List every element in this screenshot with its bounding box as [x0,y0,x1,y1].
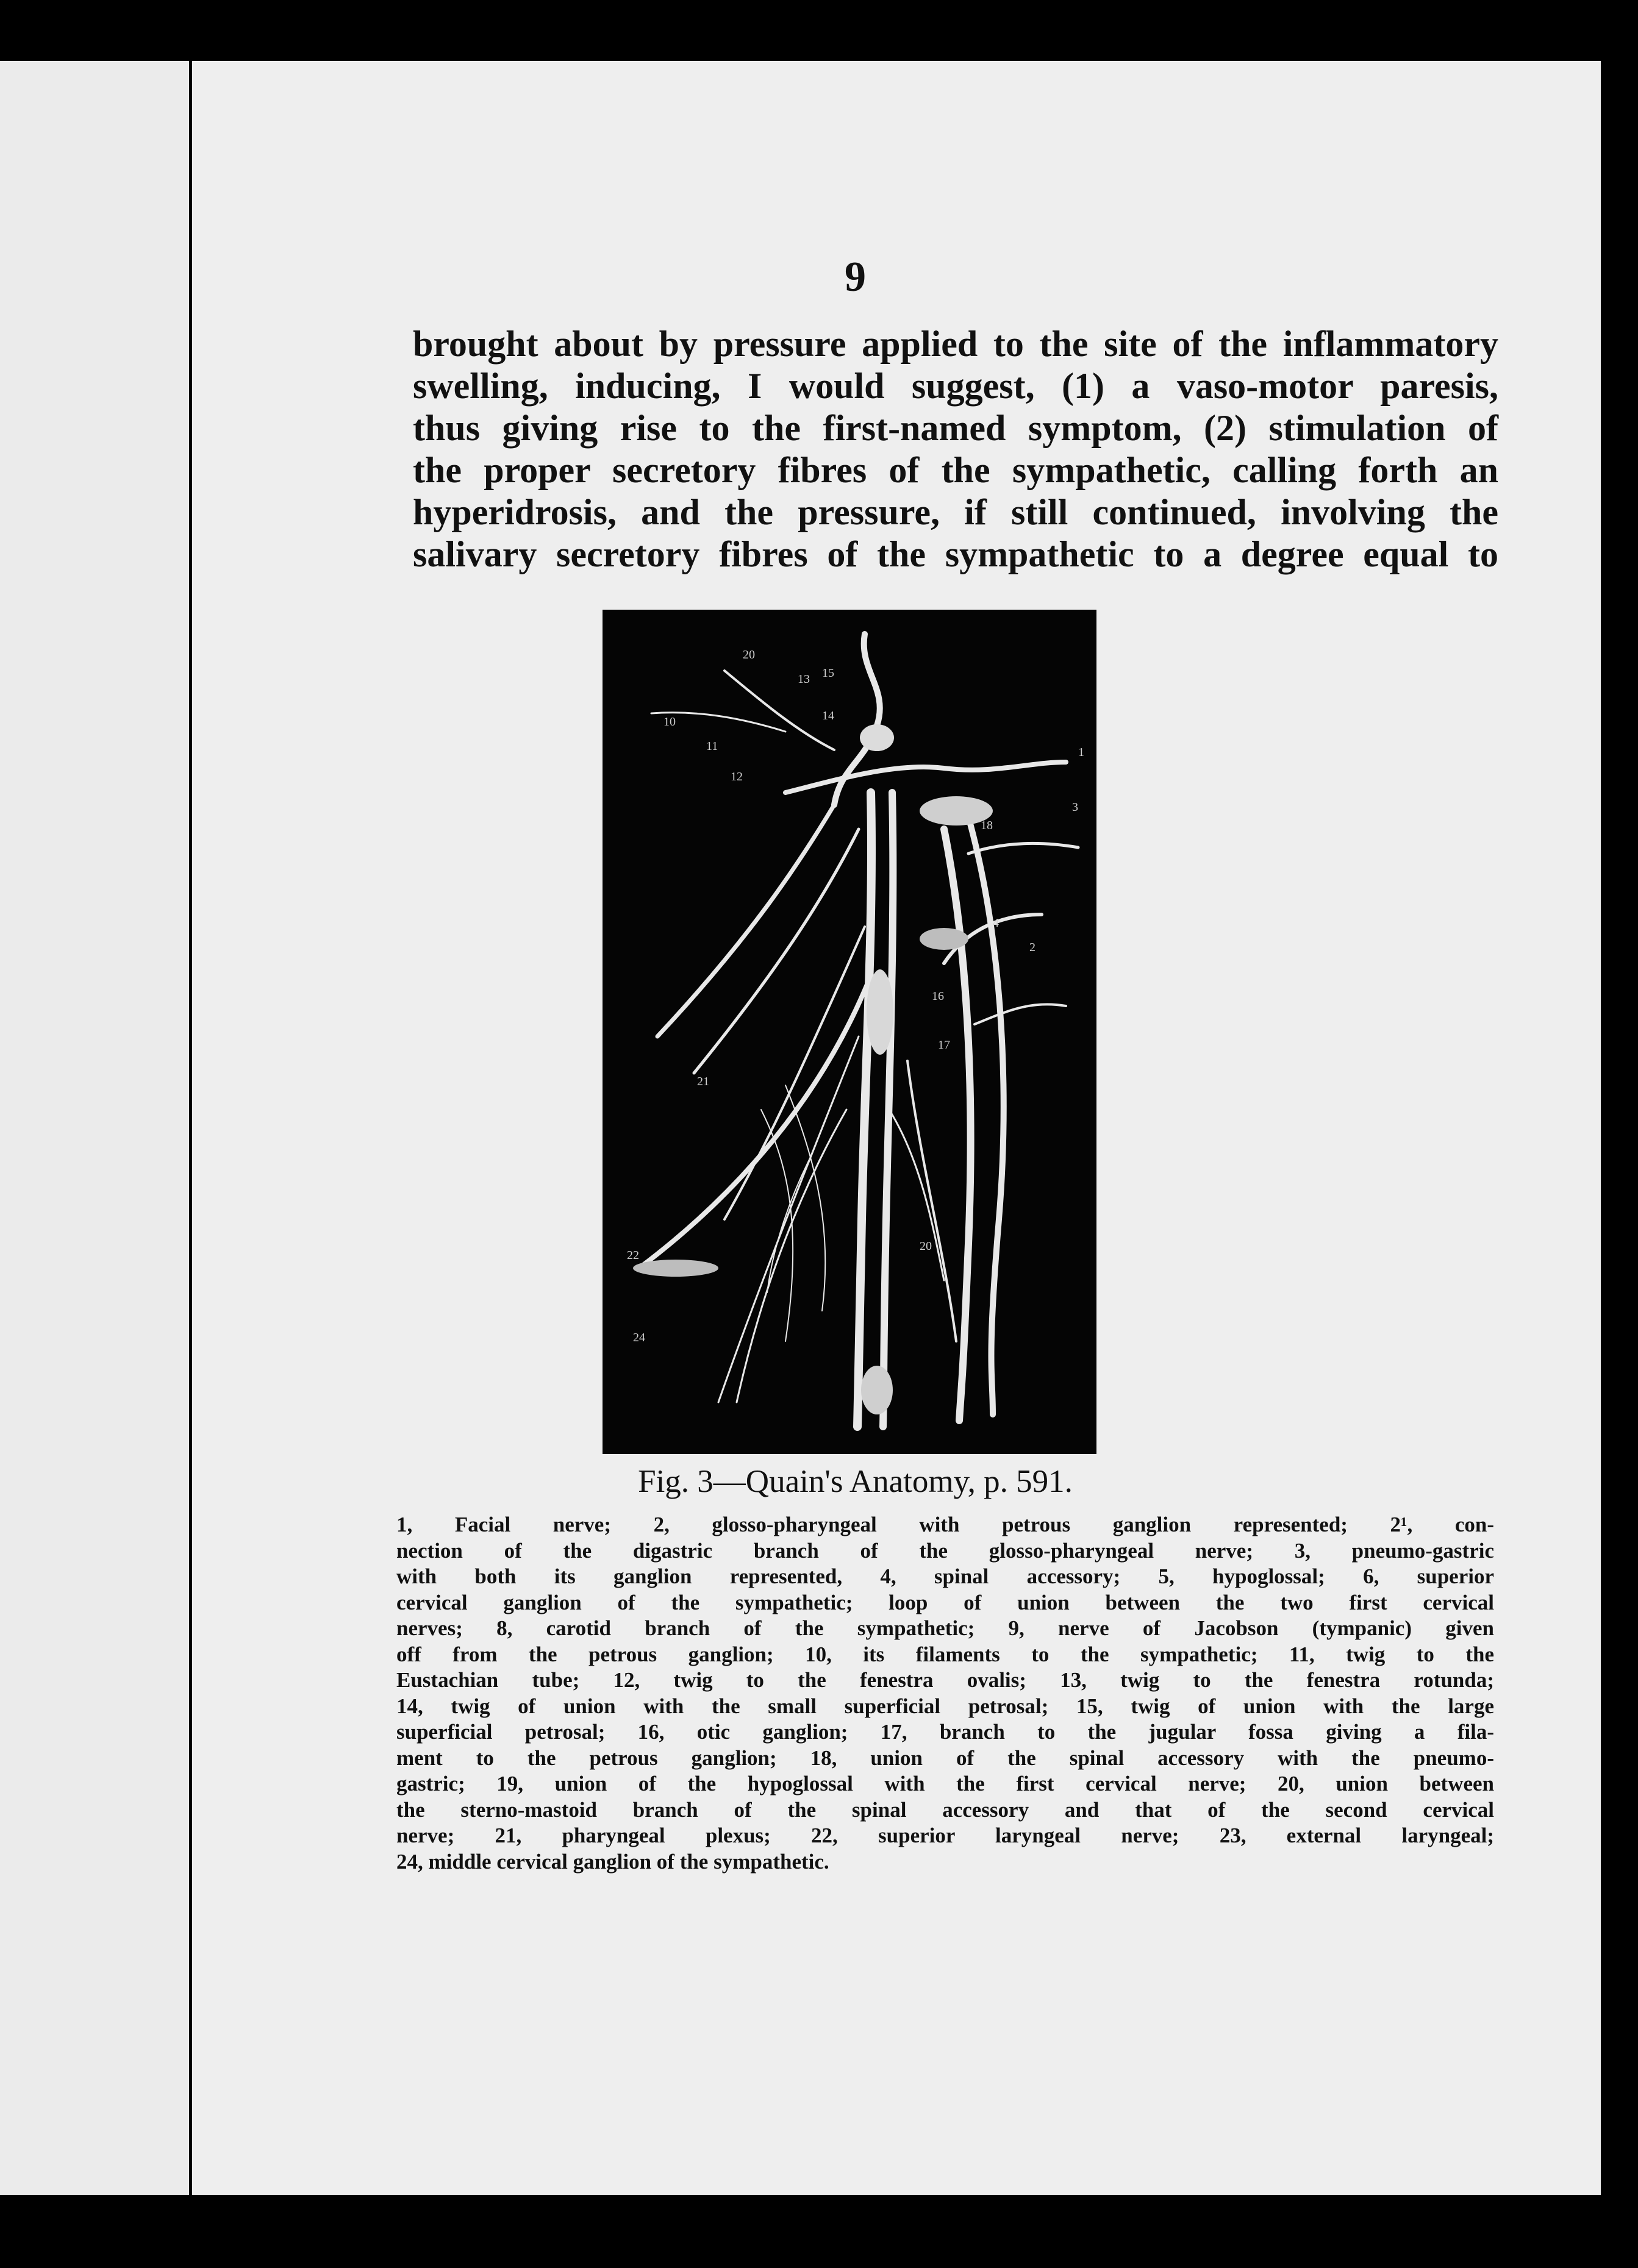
legend-line: nection of the digastric branch of the glosso-pharyngeal nerve; 3, pneumo-gastric [396,1538,1494,1563]
figure-label: 17 [938,1038,950,1052]
body-line: the proper secretory fibres of the sympathetic, calling forth an [413,450,1498,490]
figure-label: 18 [981,819,993,832]
figure-label: 1 [1078,746,1084,759]
body-text [413,323,1498,576]
nerve-illustration [603,610,1096,1454]
anatomy-figure [603,610,1096,1454]
legend-line: nerves; 8, carotid branch of the sympathetic; 9, nerve of Jacobson (tympanic) given [396,1616,1494,1640]
figure-label: 11 [706,740,718,753]
legend-line: 24, middle cervical ganglion of the sympathetic. [396,1849,829,1874]
legend-line: off from the petrous ganglion; 10, its filaments to the sympathetic; 11, twig to the [396,1642,1494,1666]
legend-line: Eustachian tube; 12, twig to the fenestra ovalis; 13, twig to the fenestra rotunda; [396,1668,1494,1692]
body-line: thus giving rise to the first-named symptom, (2) stimulation of [413,408,1498,448]
figure-caption: Fig. 3—Quain's Anatomy, p. 591. [638,1464,1073,1499]
legend-line: the sterno-mastoid branch of the spinal accessory and that of the second cervical [396,1797,1494,1822]
figure-label: 14 [822,709,834,722]
legend-line: with both its ganglion represented, 4, spinal accessory; 5, hypoglossal; 6, superior [396,1564,1494,1588]
legend-line: 14, twig of union with the small superficial petrosal; 15, twig of union with the large [396,1694,1494,1718]
figure-label: 3 [1072,801,1078,814]
legend-line: superficial petrosal; 16, otic ganglion; 17, branch to the jugular fossa giving a fila- [396,1720,1494,1744]
page-number: 9 [845,254,866,301]
body-line: swelling, inducing, I would suggest, (1) a vaso-motor paresis, [413,366,1498,406]
figure-label: 2 [1029,941,1035,954]
figure-label: 20 [743,648,755,661]
body-line: hyperidrosis, and the pressure, if still continued, involving the [413,492,1498,532]
figure-label: 13 [798,672,810,686]
body-line: brought about by pressure applied to the site of the inflammatory [413,324,1498,364]
legend-line: 1, Facial nerve; 2, glosso-pharyngeal with petrous ganglion represented; 2¹, con- [396,1513,1494,1536]
legend-line: ment to the petrous ganglion; 18, union of the spinal accessory with the pneumo- [396,1746,1494,1770]
figure-label: 16 [932,990,944,1003]
page [192,61,1601,2195]
figure-label: 10 [663,715,676,729]
figure-legend [396,1512,1494,1875]
legend-line: cervical ganglion of the sympathetic; loop of union between the two first cervical [396,1590,1494,1614]
figure-label: 15 [822,666,834,680]
figure-label: 21 [697,1075,709,1088]
left-page-edge [0,61,189,2195]
figure-label: 24 [633,1331,645,1344]
legend-line: nerve; 21, pharyngeal plexus; 22, superior laryngeal nerve; 23, external laryngeal; [396,1824,1494,1847]
figure-label: 22 [627,1249,639,1262]
legend-line: gastric; 19, union of the hypoglossal with the first cervical nerve; 20, union between [396,1772,1494,1795]
body-line: salivary secretory fibres of the sympathetic to a degree equal to [413,534,1498,574]
figure-label: 4 [993,916,999,930]
figure-label: 20 [920,1239,932,1253]
figure-label: 12 [731,770,743,783]
